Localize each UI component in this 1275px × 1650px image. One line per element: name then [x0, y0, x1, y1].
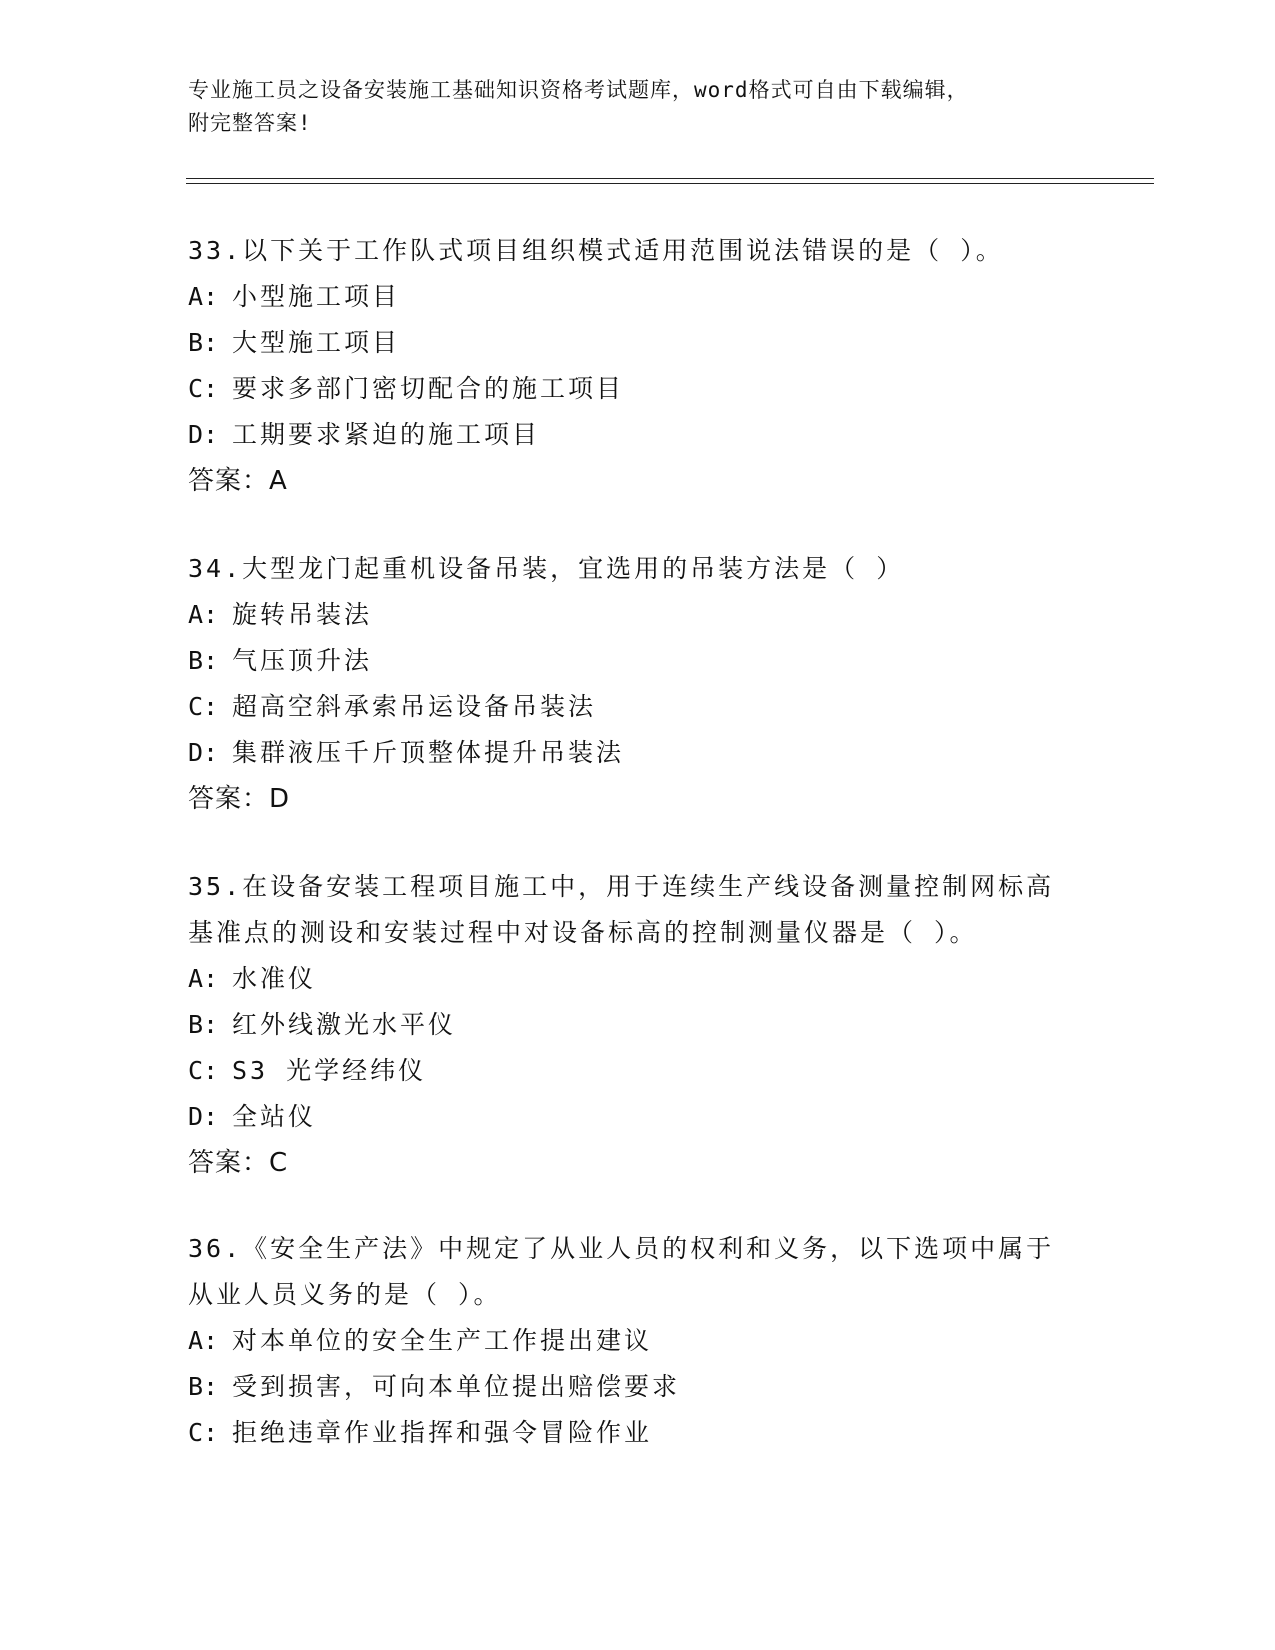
- option-letter: D:: [188, 420, 219, 449]
- option-letter: B:: [188, 1010, 219, 1039]
- question-36: [188, 1226, 1088, 1456]
- header-divider-bottom: [186, 183, 1154, 184]
- option-d: [188, 412, 1088, 458]
- question-stem-line-2: 从业人员义务的是（ ）。: [188, 1280, 502, 1309]
- question-stem-line-1: 35.在设备安装工程项目施工中，用于连续生产线设备测量控制网标高: [188, 872, 1055, 901]
- option-b: [188, 1364, 1088, 1410]
- header-line-2: 附完整答案!: [188, 111, 312, 135]
- option-d: [188, 730, 1088, 776]
- option-c: [188, 1410, 1088, 1456]
- answer-label: 答案：: [188, 784, 270, 814]
- option-b: [188, 320, 1088, 366]
- option-b: [188, 638, 1088, 684]
- answer-line: [188, 776, 1088, 822]
- document-header: [188, 74, 1088, 140]
- option-text: 工期要求紧迫的施工项目: [232, 420, 541, 449]
- answer-label: 答案：: [188, 1148, 270, 1178]
- question-33: [188, 228, 1088, 504]
- question-stem-line-2: 基准点的测设和安装过程中对设备标高的控制测量仪器是（ ）。: [188, 918, 978, 947]
- header-line-1: 专业施工员之设备安装施工基础知识资格考试题库，word格式可自由下载编辑，: [188, 78, 969, 102]
- option-letter: A:: [188, 600, 219, 629]
- option-letter: C:: [188, 374, 219, 403]
- question-stem: 33.以下关于工作队式项目组织模式适用范围说法错误的是（ ）。: [188, 236, 1004, 265]
- option-b: [188, 1002, 1088, 1048]
- option-text: 红外线激光水平仪: [232, 1010, 457, 1039]
- answer-line: [188, 1140, 1088, 1186]
- option-letter: A:: [188, 964, 219, 993]
- option-text: 全站仪: [232, 1102, 317, 1131]
- answer-value: A: [269, 466, 288, 496]
- option-text: 气压顶升法: [232, 646, 373, 675]
- option-letter: B:: [188, 1372, 219, 1401]
- option-text: 大型施工项目: [232, 328, 401, 357]
- option-letter: D:: [188, 1102, 219, 1131]
- option-text: S3 光学经纬仪: [232, 1056, 427, 1085]
- option-c: [188, 684, 1088, 730]
- option-letter: A:: [188, 1326, 219, 1355]
- question-stem: 34.大型龙门起重机设备吊装，宜选用的吊装方法是（ ）: [188, 554, 905, 583]
- option-c: [188, 366, 1088, 412]
- option-text: 小型施工项目: [232, 282, 401, 311]
- option-letter: A:: [188, 282, 219, 311]
- question-35: [188, 864, 1088, 1186]
- option-letter: C:: [188, 692, 219, 721]
- option-text: 超高空斜承索吊运设备吊装法: [232, 692, 597, 721]
- answer-label: 答案：: [188, 466, 270, 496]
- question-stem-line-1: 36.《安全生产法》中规定了从业人员的权利和义务，以下选项中属于: [188, 1234, 1055, 1263]
- option-c: [188, 1048, 1088, 1094]
- option-letter: C:: [188, 1418, 219, 1447]
- answer-value: C: [269, 1148, 289, 1178]
- option-letter: B:: [188, 646, 219, 675]
- option-a: [188, 274, 1088, 320]
- option-a: [188, 1318, 1088, 1364]
- option-a: [188, 956, 1088, 1002]
- option-letter: C:: [188, 1056, 219, 1085]
- option-letter: D:: [188, 738, 219, 767]
- option-text: 集群液压千斤顶整体提升吊装法: [232, 738, 625, 767]
- option-d: [188, 1094, 1088, 1140]
- option-text: 水准仪: [232, 964, 317, 993]
- option-text: 旋转吊装法: [232, 600, 373, 629]
- option-text: 拒绝违章作业指挥和强令冒险作业: [232, 1418, 653, 1447]
- answer-value: D: [269, 784, 291, 814]
- option-text: 受到损害，可向本单位提出赔偿要求: [232, 1372, 681, 1401]
- answer-line: [188, 458, 1088, 504]
- option-text: 对本单位的安全生产工作提出建议: [232, 1326, 653, 1355]
- option-letter: B:: [188, 328, 219, 357]
- header-divider-top: [186, 178, 1154, 179]
- option-text: 要求多部门密切配合的施工项目: [232, 374, 625, 403]
- option-a: [188, 592, 1088, 638]
- question-34: [188, 546, 1088, 822]
